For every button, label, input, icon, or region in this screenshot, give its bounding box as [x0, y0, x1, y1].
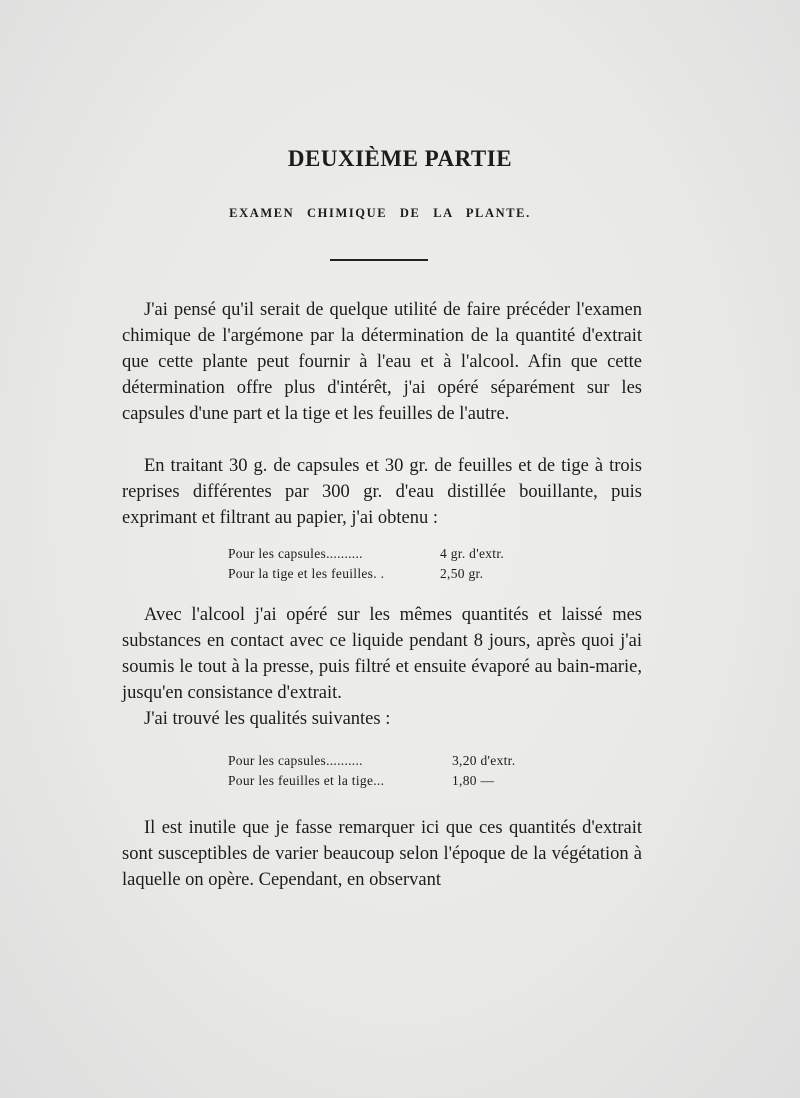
heading-divider — [330, 259, 428, 261]
row-label: Pour les capsules.......... — [228, 546, 363, 561]
row-label: Pour la tige et les feuilles. . — [228, 566, 385, 581]
table-row — [228, 771, 515, 791]
part-heading: DEUXIÈME PARTIE — [287, 146, 513, 171]
row-label: Pour les feuilles et la tige... — [228, 773, 385, 788]
row-value: 2,50 gr. — [440, 566, 484, 581]
row-value: 1,80 — — [452, 773, 495, 788]
paragraph-2: En traitant 30 g. de capsules et 30 gr. de feuilles et de tige à trois reprises différentes par 300 gr. d'eau distillée bouillante, puis exprimant et filtrant au papier, j'ai obtenu : — [122, 456, 642, 528]
table-row — [228, 564, 504, 584]
table-row — [228, 544, 504, 564]
row-label: Pour les capsules.......... — [228, 753, 363, 768]
paragraph-1: J'ai pensé qu'il serait de quelque utilité de faire précéder l'examen chimique de l'argémone par la détermination de la quantité d'extrait que cette plante peut fournir à l'eau et à l'alcool. Afin que cette détermination offre plus d'intérêt, j'ai opéré séparément sur les capsules d'une part et la tige et les feuilles de l'autre. — [122, 300, 642, 424]
row-value: 4 gr. d'extr. — [440, 546, 505, 561]
paragraph-3: Avec l'alcool j'ai opéré sur les mêmes quantités et laissé mes substances en contact avec ce liquide pendant 8 jours, après quoi j'ai soumis le tout à la presse, puis filtré et ensuite évaporé au bain-marie, jusqu'en consistance d'extrait. — [122, 605, 642, 703]
alcohol-extract-table — [228, 751, 515, 791]
row-value: 3,20 d'extr. — [452, 753, 516, 768]
table-row — [228, 751, 515, 771]
paragraph-4: J'ai trouvé les qualités suivantes : — [144, 709, 391, 729]
water-extract-table — [228, 544, 504, 584]
section-subheading: EXAMEN CHIMIQUE DE LA PLANTE. — [229, 206, 531, 220]
paragraph-5: Il est inutile que je fasse remarquer ici que ces quantités d'extrait sont susceptibles de varier beaucoup selon l'époque de la végétation à laquelle on opère. Cependant, en observant — [122, 818, 642, 890]
